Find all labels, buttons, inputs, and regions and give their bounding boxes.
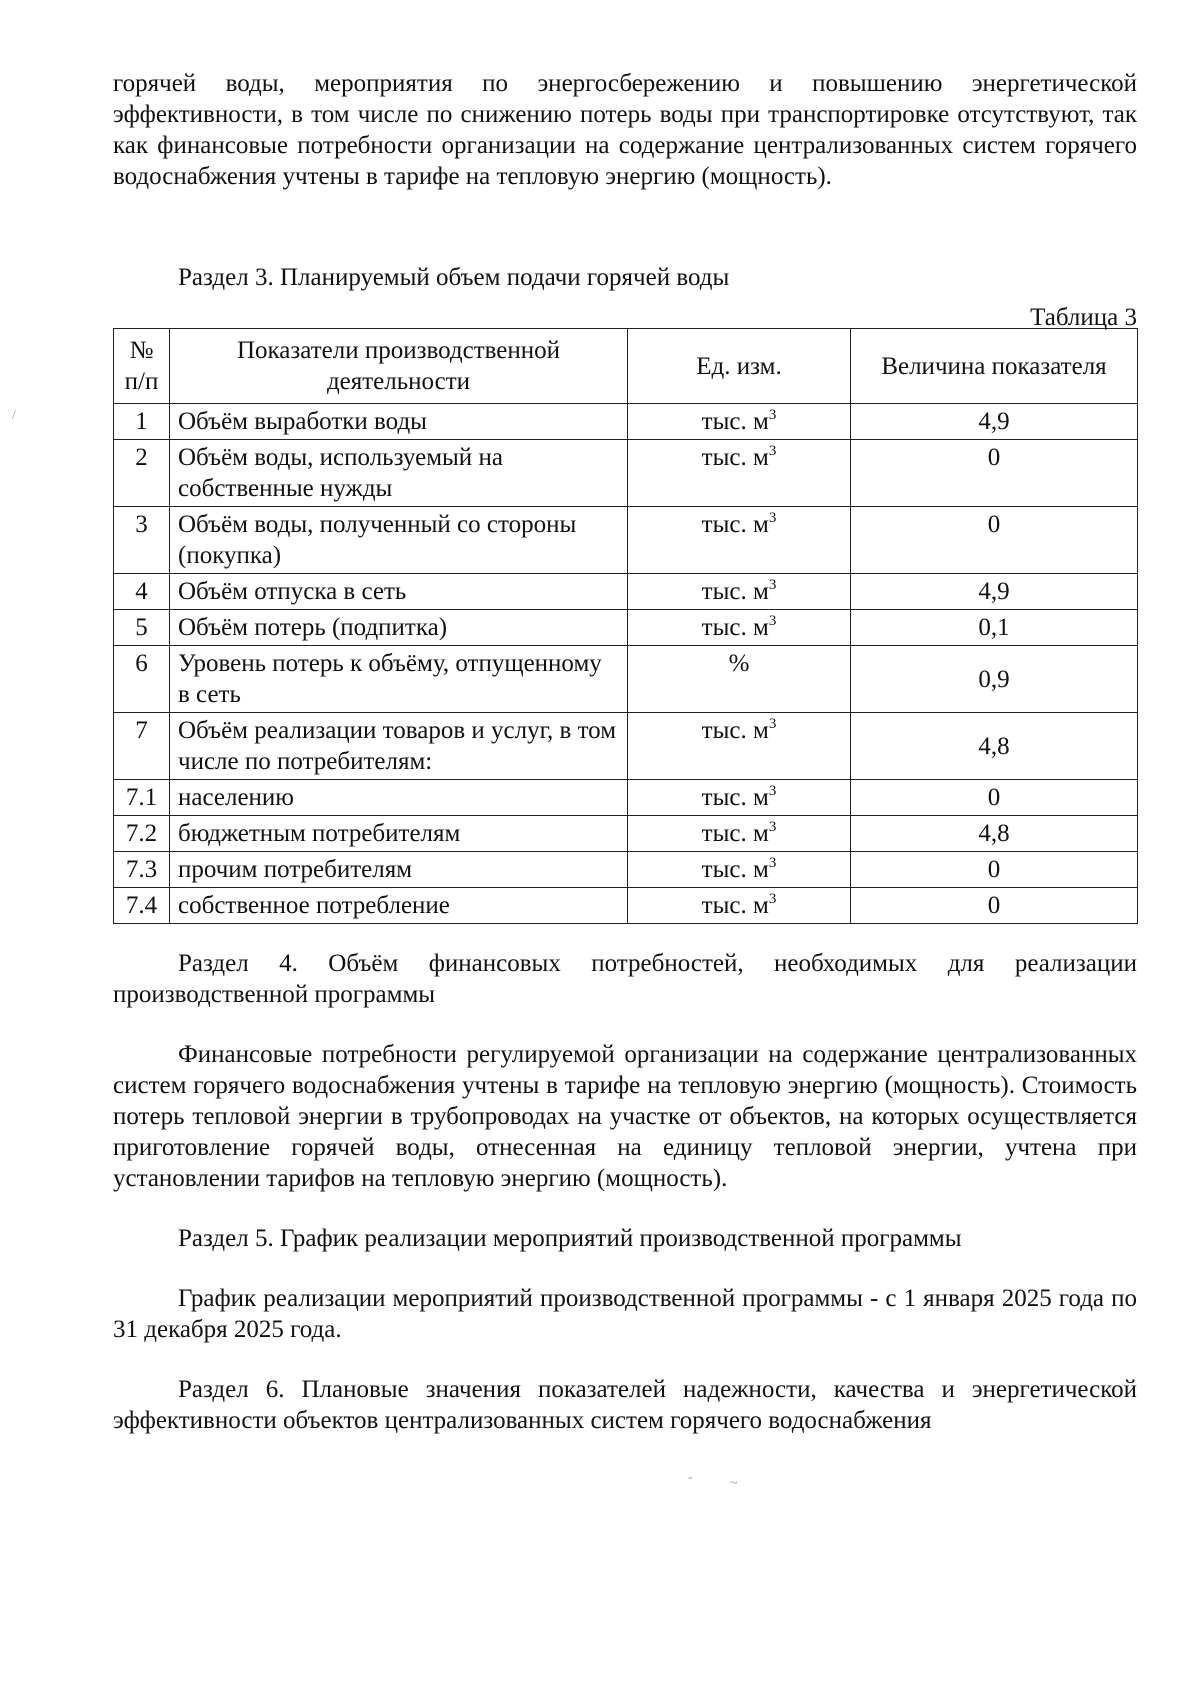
row-unit (628, 816, 851, 852)
header-unit: Ед. изм. (628, 329, 851, 404)
row-number: 5 (114, 610, 170, 646)
row-unit-text: тыс. м (701, 578, 769, 605)
row-indicator-name: Объём воды, полученный со стороны (покупка) (170, 507, 628, 574)
header-num: № п/п (114, 329, 170, 404)
row-value: 0 (851, 507, 1138, 574)
section3-title: Раздел 3. Планируемый объем подачи горячей воды (178, 264, 730, 291)
section5-text: График реализации мероприятий производственной программы - с 1 января 2025 года по 31 декабря 2025 года. (113, 1285, 1137, 1343)
row-unit-text: % (728, 650, 750, 677)
row-value: 4,9 (851, 574, 1138, 610)
row-indicator-name: Уровень потерь к объёму, отпущенному в сеть (170, 646, 628, 713)
table-row (114, 574, 1138, 610)
document-page (113, 68, 1137, 1436)
scan-speck: ~ (730, 1476, 738, 1491)
scan-speck: - (688, 1470, 693, 1485)
table-caption: Таблица 3 (1030, 304, 1137, 331)
row-unit (628, 440, 851, 507)
row-number: 7.4 (114, 888, 170, 924)
row-unit (628, 780, 851, 816)
row-unit-text: тыс. м (701, 614, 769, 641)
row-indicator-name: населению (170, 780, 628, 816)
table-row (114, 780, 1138, 816)
indicators-table (113, 328, 1138, 924)
row-number: 4 (114, 574, 170, 610)
table-row (114, 852, 1138, 888)
row-value: 0 (851, 780, 1138, 816)
row-unit (628, 852, 851, 888)
row-value: 0 (851, 888, 1138, 924)
header-value: Величина показателя (851, 329, 1138, 404)
row-value: 4,8 (851, 816, 1138, 852)
table-row (114, 404, 1138, 440)
table-row (114, 610, 1138, 646)
row-number: 6 (114, 646, 170, 713)
table-row (114, 507, 1138, 574)
section4-text: Финансовые потребности регулируемой организации на содержание централизованных систем горячего водоснабжения учтены в тарифе на тепловую энергию (мощность). Стоимость потерь тепловой энергии в трубопроводах на участке от объектов, на которых осуществляется приготовление горячей воды, отнесенная на единицу тепловой энергии, учтена при установлении тарифов на тепловую энергию (мощность). (113, 1041, 1137, 1192)
row-unit (628, 610, 851, 646)
table-row (114, 816, 1138, 852)
row-indicator-name: Объём выработки воды (170, 404, 628, 440)
table-row (114, 713, 1138, 780)
row-unit-superscript: 3 (768, 509, 777, 526)
row-number: 3 (114, 507, 170, 574)
row-indicator-name: прочим потребителям (170, 852, 628, 888)
row-number: 2 (114, 440, 170, 507)
row-number: 7.1 (114, 780, 170, 816)
row-unit-text: тыс. м (701, 856, 769, 883)
row-indicator-name: Объём отпуска в сеть (170, 574, 628, 610)
row-unit-superscript: 3 (768, 715, 777, 732)
row-number: 1 (114, 404, 170, 440)
row-indicator-name: Объём реализации товаров и услуг, в том числе по потребителям: (170, 713, 628, 780)
row-indicator-name: Объём воды, используемый на собственные нужды (170, 440, 628, 507)
row-number: 7.3 (114, 852, 170, 888)
row-number: 7.2 (114, 816, 170, 852)
row-unit-text: тыс. м (701, 717, 769, 744)
row-unit (628, 574, 851, 610)
row-unit-superscript: 3 (768, 576, 777, 593)
row-number: 7 (114, 713, 170, 780)
row-unit-text: тыс. м (701, 408, 769, 435)
row-unit (628, 646, 851, 713)
table-body (114, 404, 1138, 924)
table-row (114, 888, 1138, 924)
row-value: 0,9 (851, 646, 1138, 713)
row-unit-text: тыс. м (701, 784, 769, 811)
scan-speck: / (12, 408, 16, 423)
row-unit-text: тыс. м (701, 511, 769, 538)
row-unit-superscript: 3 (768, 818, 777, 835)
section5-title: Раздел 5. График реализации мероприятий производственной программы (178, 1225, 962, 1252)
row-unit (628, 507, 851, 574)
row-indicator-name: бюджетным потребителям (170, 816, 628, 852)
row-unit-superscript: 3 (768, 854, 777, 871)
intro-paragraph: горячей воды, мероприятия по энергосбережению и повышению энергетической эффективности, в том числе по снижению потерь воды при транспортировке отсутствуют, так как финансовые потребности организации на содержание централизованных систем горячего водоснабжения учтены в тарифе на тепловую энергию (мощность). (113, 70, 1137, 190)
row-unit (628, 713, 851, 780)
section6-title: Раздел 6. Плановые значения показателей надежности, качества и энергетической эффективности объектов централизованных систем горячего водоснабжения (113, 1376, 1137, 1434)
row-value: 0,1 (851, 610, 1138, 646)
table-row (114, 440, 1138, 507)
row-unit-superscript: 3 (768, 442, 777, 459)
row-value: 4,9 (851, 404, 1138, 440)
row-unit (628, 404, 851, 440)
row-unit-superscript: 3 (768, 890, 777, 907)
header-indicator: Показатели производственной деятельности (170, 329, 628, 404)
table-row (114, 646, 1138, 713)
row-unit-text: тыс. м (701, 892, 769, 919)
row-unit-text: тыс. м (701, 820, 769, 847)
row-indicator-name: собственное потребление (170, 888, 628, 924)
row-unit-text: тыс. м (701, 444, 769, 471)
row-unit-superscript: 3 (768, 782, 777, 799)
row-unit-superscript: 3 (768, 406, 777, 423)
row-value: 4,8 (851, 713, 1138, 780)
section4-title: Раздел 4. Объём финансовых потребностей, необходимых для реализации производственной программы (113, 950, 1137, 1008)
row-unit (628, 888, 851, 924)
row-value: 0 (851, 440, 1138, 507)
row-indicator-name: Объём потерь (подпитка) (170, 610, 628, 646)
table-header-row (114, 329, 1138, 404)
row-unit-superscript: 3 (768, 612, 777, 629)
row-value: 0 (851, 852, 1138, 888)
